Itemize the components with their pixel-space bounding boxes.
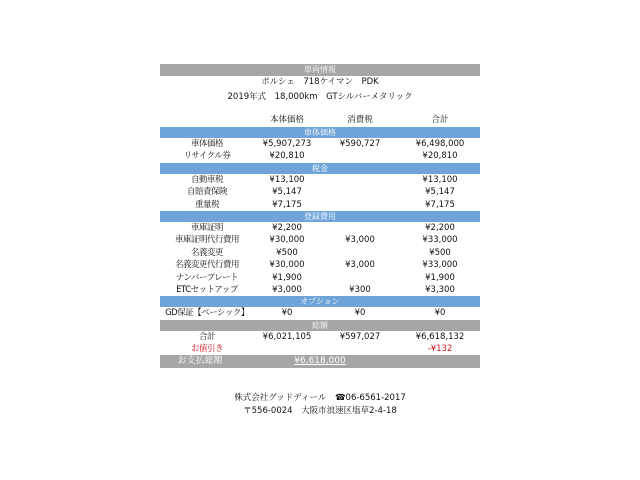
row-base-price: ¥5,147 [272,187,302,198]
row-label: 車庫証明代行費用 [174,235,239,246]
row-tax [320,150,400,162]
row-base-price: ¥0 [281,308,293,319]
row-total: ¥20,810 [422,151,458,162]
row-base-price: ¥7,175 [272,199,302,210]
row-total: ¥3,300 [425,284,455,295]
row-base-price: ¥5,907,273 [262,139,312,149]
row-total: ¥0 [434,308,446,319]
row-total: ¥1,900 [425,272,455,283]
vehicle-info-title: 車両情報 [160,64,480,76]
section-band: 税金 [160,163,480,174]
row-base-price: ¥13,100 [269,174,305,185]
table-row [160,272,480,284]
row-total: ¥500 [429,247,451,258]
row-label: 自動車税 [190,174,223,185]
row-label: 自賠責保険 [186,187,227,198]
table-row [160,186,480,198]
row-label: ETCセットアップ [176,284,238,295]
row-total: ¥13,100 [422,174,458,185]
table-row [160,174,480,186]
table-row [160,199,480,211]
section-band: オプション [160,296,480,307]
row-tax: ¥0 [354,308,366,319]
row-tax [320,247,400,259]
company-address: 〒556-0024 大阪市浪速区塩草2-4-18 [243,406,397,416]
discount-label: お値引き [190,344,223,355]
row-total: ¥5,147 [425,187,455,198]
price-table [160,127,480,368]
section-band: 登録費用 [160,211,480,222]
row-total: ¥6,618,132 [415,331,465,342]
row-tax [320,272,400,284]
row-base-price: ¥6,021,105 [262,331,312,342]
row-tax: ¥3,000 [345,235,375,246]
row-label: 車体価格 [190,139,223,149]
row-total: ¥33,000 [422,235,458,246]
company-info: 株式会社グッドディール ☎06-6561-2017 [234,393,406,403]
row-label: 車庫証明 [190,222,223,233]
row-tax: ¥3,000 [345,260,375,271]
section-band: 総額 [160,320,480,331]
row-base-price: ¥1,900 [272,272,302,283]
table-row [160,138,480,150]
row-label: 重量税 [194,199,219,210]
column-headers [160,114,480,126]
column-header-tax: 消費税 [347,115,373,125]
row-total: ¥6,498,000 [415,139,465,149]
section-band: 車体価格 [160,127,480,138]
table-row [160,150,480,162]
row-tax [320,174,400,186]
row-label: 名義変更 [190,247,223,258]
column-header-base-price: 本体価格 [269,115,304,125]
vehicle-model: ポルシェ 718ケイマン PDK [261,77,379,87]
table-row [160,331,480,343]
payment-total-row [160,355,480,368]
table-row [160,222,480,234]
row-tax [320,199,400,211]
row-base-price: ¥500 [276,247,298,258]
row-tax [320,222,400,234]
row-total: ¥33,000 [422,260,458,271]
discount-value: -¥132 [427,344,453,355]
row-base-price: ¥20,810 [269,151,305,162]
empty-cell [254,343,320,355]
table-row [160,284,480,296]
row-tax [320,186,400,198]
row-tax: ¥300 [349,284,371,295]
row-total: ¥7,175 [425,199,455,210]
table-row [160,234,480,246]
row-label: 合計 [198,331,215,342]
vehicle-details: 2019年式 18,000km GTシルバーメタリック [227,92,413,102]
row-total: ¥2,200 [425,222,455,233]
row-label: リサイクル券 [183,151,231,162]
row-label: 名義変更代行費用 [174,260,239,271]
table-row [160,247,480,259]
row-tax: ¥590,727 [339,139,381,149]
column-header-total: 合計 [431,115,449,125]
row-base-price: ¥2,200 [272,222,302,233]
row-base-price: ¥30,000 [269,260,305,271]
column-header-label [160,114,254,126]
discount-row [160,343,480,355]
payment-value: ¥6,618,000 [294,356,346,367]
table-row [160,307,480,319]
payment-label: お支払総額 [177,356,223,367]
row-base-price: ¥3,000 [272,284,302,295]
row-tax: ¥597,027 [339,331,381,342]
row-label: GD保証【ベーシック】 [165,308,249,319]
row-base-price: ¥30,000 [269,235,305,246]
table-row [160,259,480,271]
row-label: ナンバープレート [175,272,239,283]
empty-cell [320,343,400,355]
